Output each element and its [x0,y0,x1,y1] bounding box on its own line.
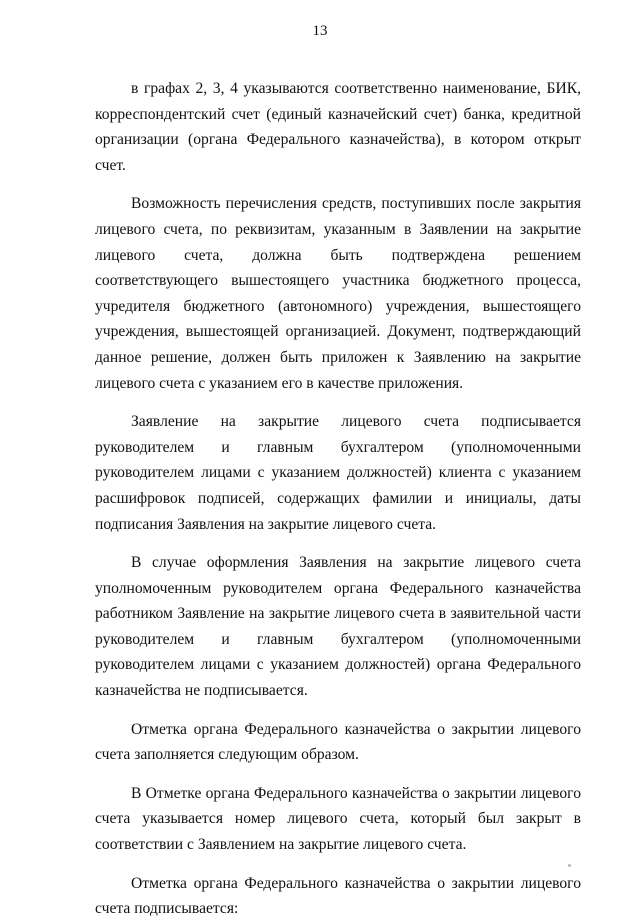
paragraph-1: в графах 2, 3, 4 указываются соответственно наименование, БИК, корреспондентский счет (единый казначейский счет) банка, кредитной организации (органа Федерального казначейства), в котором открыт счет. [95,80,581,174]
paragraph-7: Отметка органа Федерального казначейства о закрытии лицевого счета подписывается: [95,874,581,918]
paragraph-5: Отметка органа Федерального казначейства о закрытии лицевого счета заполняется следующим образом. [95,720,581,764]
document-body [95,76,581,922]
paragraph-2: Возможность перечисления средств, поступивших после закрытия лицевого счета, по реквизитам, указанным в Заявлении на закрытие лицевого счета, должна быть подтверждена решением соответствующего вышестоящего участника бюджетного процесса, учредителя бюджетного (автономного) учреждения, вышестоящего учреждения, вышестоящей организацией. Документ, подтверждающий данное решение, должен быть приложен к Заявлению на закрытие лицевого счета с указанием его в качестве приложения. [95,195,581,392]
scan-artifact [568,864,571,867]
paragraph-3: Заявление на закрытие лицевого счета подписывается руководителем и главным бухгалтером (уполномоченными руководителем лицами с указанием должностей) клиента с указанием расшифровок подписей, содержащих фамилии и инициалы, даты подписания Заявления на закрытие лицевого счета. [95,413,581,533]
paragraph-6: В Отметке органа Федерального казначейства о закрытии лицевого счета указывается номер лицевого счета, который был закрыт в соответствии с Заявлением на закрытие лицевого счета. [95,784,581,854]
page-number: 13 [312,23,328,39]
paragraph-4: В случае оформления Заявления на закрытие лицевого счета уполномоченным руководителем органа Федерального казначейства работником Заявление на закрытие лицевого счета в заявительной части руководителем и главным бухгалтером (уполномоченными руководителем лицами с указанием должностей) органа Федерального казначейства не подписывается. [95,554,581,700]
